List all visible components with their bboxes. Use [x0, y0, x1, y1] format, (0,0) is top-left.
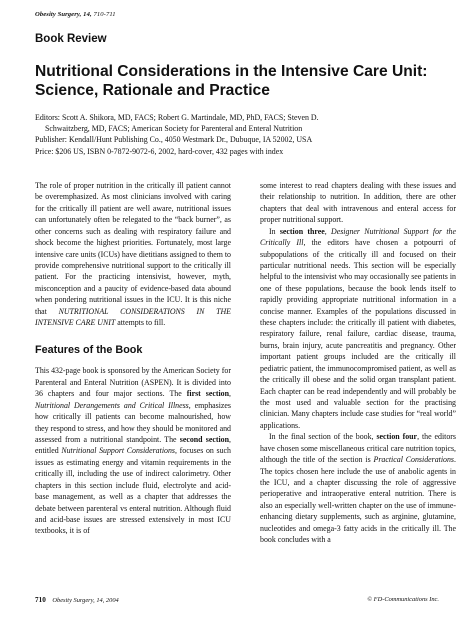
features-heading: Features of the Book: [35, 344, 143, 357]
article-title: Nutritional Considerations in the Intensive Care Unit: Science, Rationale and Practice: [35, 63, 428, 99]
editors-line-cont: Schwaitzberg, MD, FACS; American Society for Parenteral and Enteral Nutrition: [45, 124, 303, 134]
journal-pages: 710-711: [93, 11, 116, 18]
right-column: [260, 180, 456, 546]
paragraph-features: This 432-page book is sponsored by the American Society for Parenteral and Enteral Nutrition (ASPEN). It is divided into 36 chapters and four major sections. The first section, Nutritional Derangements and Critical Illness, emphasizes how critically ill patients can become malnourished, how they respond to stress, and how they should be monitored and assessed from a nutritional standpoint. The second section, entitled Nutritional Support Considerations, focuses on such issues as estimating energy and vitamin requirements in the critically ill, including the use of indirect calorimetry. Other chapters in this section include fluid, electrolyte and acid-base management, as well as a chapter that addresses the debate between parenteral vs enteral nutrition. Although fluid and acid-base issues are stressed extensively in most ICU textbooks, it is of: [35, 366, 231, 536]
publisher-line: Publisher: Kendall/Hunt Publishing Co., 4050 Westmark Dr., Dubuque, IA 52002, USA: [35, 135, 313, 145]
journal-volume: 14,: [83, 11, 92, 18]
footer-copyright: © FD-Communications Inc.: [367, 596, 439, 603]
page-footer: [35, 596, 439, 604]
price-line: Price: $206 US, ISBN 0-7872-9072-6, 2002, hard-cover, 432 pages with index: [35, 146, 284, 156]
page-number: 710: [35, 596, 46, 604]
paragraph-continued: some interest to read chapters dealing with these issues and their relationship to nutrition. In addition, there are other chapters that deal with intravenous and enteral access for proper nutritional support.: [260, 181, 456, 225]
paragraph-section-three: In section three, Designer Nutritional Support for the Critically Ill, the editors have chosen a potpourri of subpopulations of the critically ill and focused on their particular nutritional needs. This section will be especially helpful to the intensivist who may occasionally see patients in one of these populations, because the book lends itself to rapidly providing appropriate nutritional information in a concise manner. Examples of the populations discussed in these chapters include: the critically ill patient with diabetes, respiratory failure, renal failure, cardiac disease, trauma, burns, brain injury, acute pancreatitis and pregnancy. Other important patient groups included are the critically ill pediatric patient, the immunocompromised patient, as well as the critically ill obese and the solid organ transplant patient. Each chapter can be read independently and will probably be the most used and valuable section for the practising clinician. Many chapters include case studies for “real world” applications.: [260, 226, 457, 430]
book-metadata: [35, 112, 450, 157]
section-label: Book Review: [35, 33, 107, 45]
footer-journal: Obesity Surgery, 14, 2004: [52, 597, 119, 604]
journal-name: Obesity Surgery,: [35, 11, 82, 18]
paragraph-section-four: In the final section of the book, section four, the editors have chosen some miscellaneous critical care nutrition topics, although the title of the section is Practical Considerations. The topics chosen here include the use of anabolic agents in the ICU, and a chapter discussing the role of aggressive perioperative and intraoperative enteral nutrition. There is also an especially well-written chapter on the use of immune-enhancing dietary supplements, such as arginine, glutamine, nucleotides and omega-3 fatty acids in the critically ill. The book concludes with a: [260, 432, 456, 545]
paragraph-intro: The role of proper nutrition in the critically ill patient cannot be overemphasized. As most clinicians involved with caring for the critically ill patient are well aware, nutritional issues can unfortunately often be relegated to the “back burner”, as other concerns such as dealing with respiratory failure and shock become the highest priorities. Fortunately, most large intensive care units (ICUs) have dietitians assigned to them to provide comprehensive nutritional support to the critically ill patient. For the practicing intensivist, however, myth, misconception and a paucity of evidence-based data abound when pondering nutritional issues in the ICU. It is this niche that NUTRITIONAL CONSIDERATIONS IN THE INTENSIVE CARE UNIT attempts to fill.: [35, 181, 232, 328]
left-column: [35, 180, 231, 537]
running-head: [35, 11, 116, 18]
editors-line: Editors: Scott A. Shikora, MD, FACS; Robert G. Martindale, MD, PhD, FACS; Steven D.: [35, 113, 319, 122]
